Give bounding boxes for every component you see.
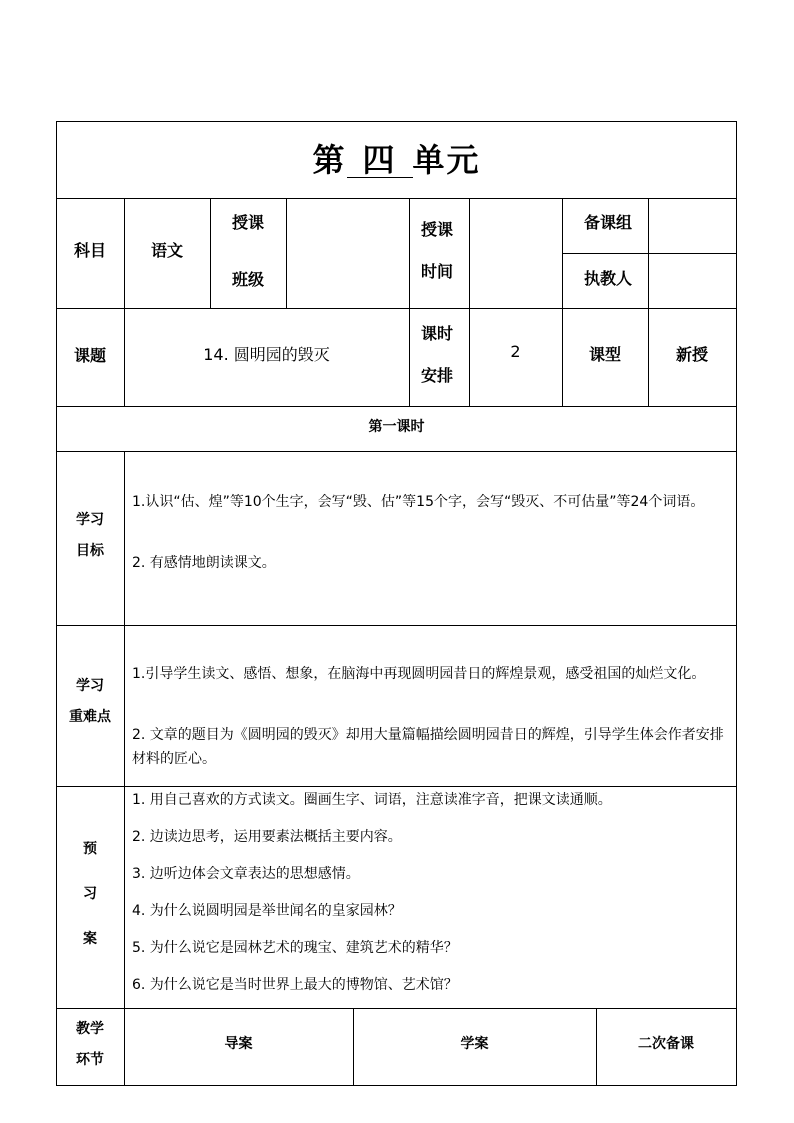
unit-title — [56, 135, 737, 181]
session-title: 第一课时 — [368, 419, 425, 435]
second-prep-column-header: 二次备课 — [638, 1036, 694, 1052]
preview-label-line2: 习 — [83, 886, 97, 902]
key-point-item: 2. 文章的题目为《圆明园的毁灭》却用大量篇幅描绘圆明园昔日的辉煌，引导学生体会作者安排材料的匠心。 — [132, 727, 724, 767]
unit-title-prefix: 第 — [312, 141, 347, 179]
topic-value: 14. 圆明园的毁灭 — [203, 345, 330, 364]
objective-item: 2. 有感情地朗读课文。 — [132, 555, 276, 571]
stage-label-line2: 环节 — [76, 1052, 104, 1068]
type-value: 新授 — [675, 345, 708, 364]
topic-label: 课题 — [73, 346, 106, 365]
subject-label: 科目 — [73, 241, 106, 260]
preview-item: 4. 为什么说圆明园是举世闻名的皇家园林？ — [132, 903, 402, 919]
preview-item: 2. 边读边思考，运用要素法概括主要内容。 — [132, 829, 402, 845]
preview-item: 1. 用自己喜欢的方式读文。圈画生字、词语，注意读准字音，把课文读通顺。 — [132, 792, 612, 808]
objectives-label-line2: 目标 — [76, 543, 104, 559]
preview-item: 3. 边听边体会文章表达的思想感情。 — [132, 866, 360, 882]
unit-number: 四 — [347, 143, 413, 178]
subject-value: 语文 — [150, 241, 183, 260]
stage-label-line1: 教学 — [76, 1021, 104, 1037]
preview-label-line1: 预 — [83, 841, 97, 857]
type-label: 课型 — [588, 345, 621, 364]
hours-label-line1: 课时 — [421, 324, 454, 343]
study-column-header: 学案 — [460, 1036, 489, 1052]
prep-group-label: 备课组 — [584, 213, 633, 232]
class-label-line1: 授课 — [232, 213, 265, 232]
time-value[interactable] — [470, 199, 561, 307]
key-points-label-line1: 学习 — [76, 678, 104, 694]
key-points-label-line2: 重难点 — [69, 709, 111, 725]
time-label-line2: 时间 — [421, 262, 454, 281]
guide-column-header: 导案 — [224, 1036, 253, 1052]
preview-item: 5. 为什么说它是园林艺术的瑰宝、建筑艺术的精华？ — [132, 940, 458, 956]
objective-item: 1.认识“估、煌”等10个生字，会写“毁、估”等15个字，会写“毁灭、不可估量”等24个词语。 — [132, 494, 705, 510]
unit-title-suffix: 单元 — [412, 141, 481, 179]
class-value[interactable] — [287, 199, 408, 307]
preview-item: 6. 为什么说它是当时世界上最大的博物馆、艺术馆？ — [132, 977, 458, 993]
class-label-line2: 班级 — [232, 270, 265, 289]
time-label-line1: 授课 — [421, 220, 454, 239]
key-point-item: 1.引导学生读文、感悟、想象，在脑海中再现圆明园昔日的辉煌景观，感受祖国的灿烂文化。 — [132, 666, 706, 682]
objectives-label-line1: 学习 — [76, 512, 104, 528]
preview-label-line3: 案 — [83, 931, 97, 947]
hours-value: 2 — [510, 342, 521, 361]
teacher-label: 执教人 — [584, 269, 633, 288]
hours-label-line2: 安排 — [421, 366, 454, 385]
